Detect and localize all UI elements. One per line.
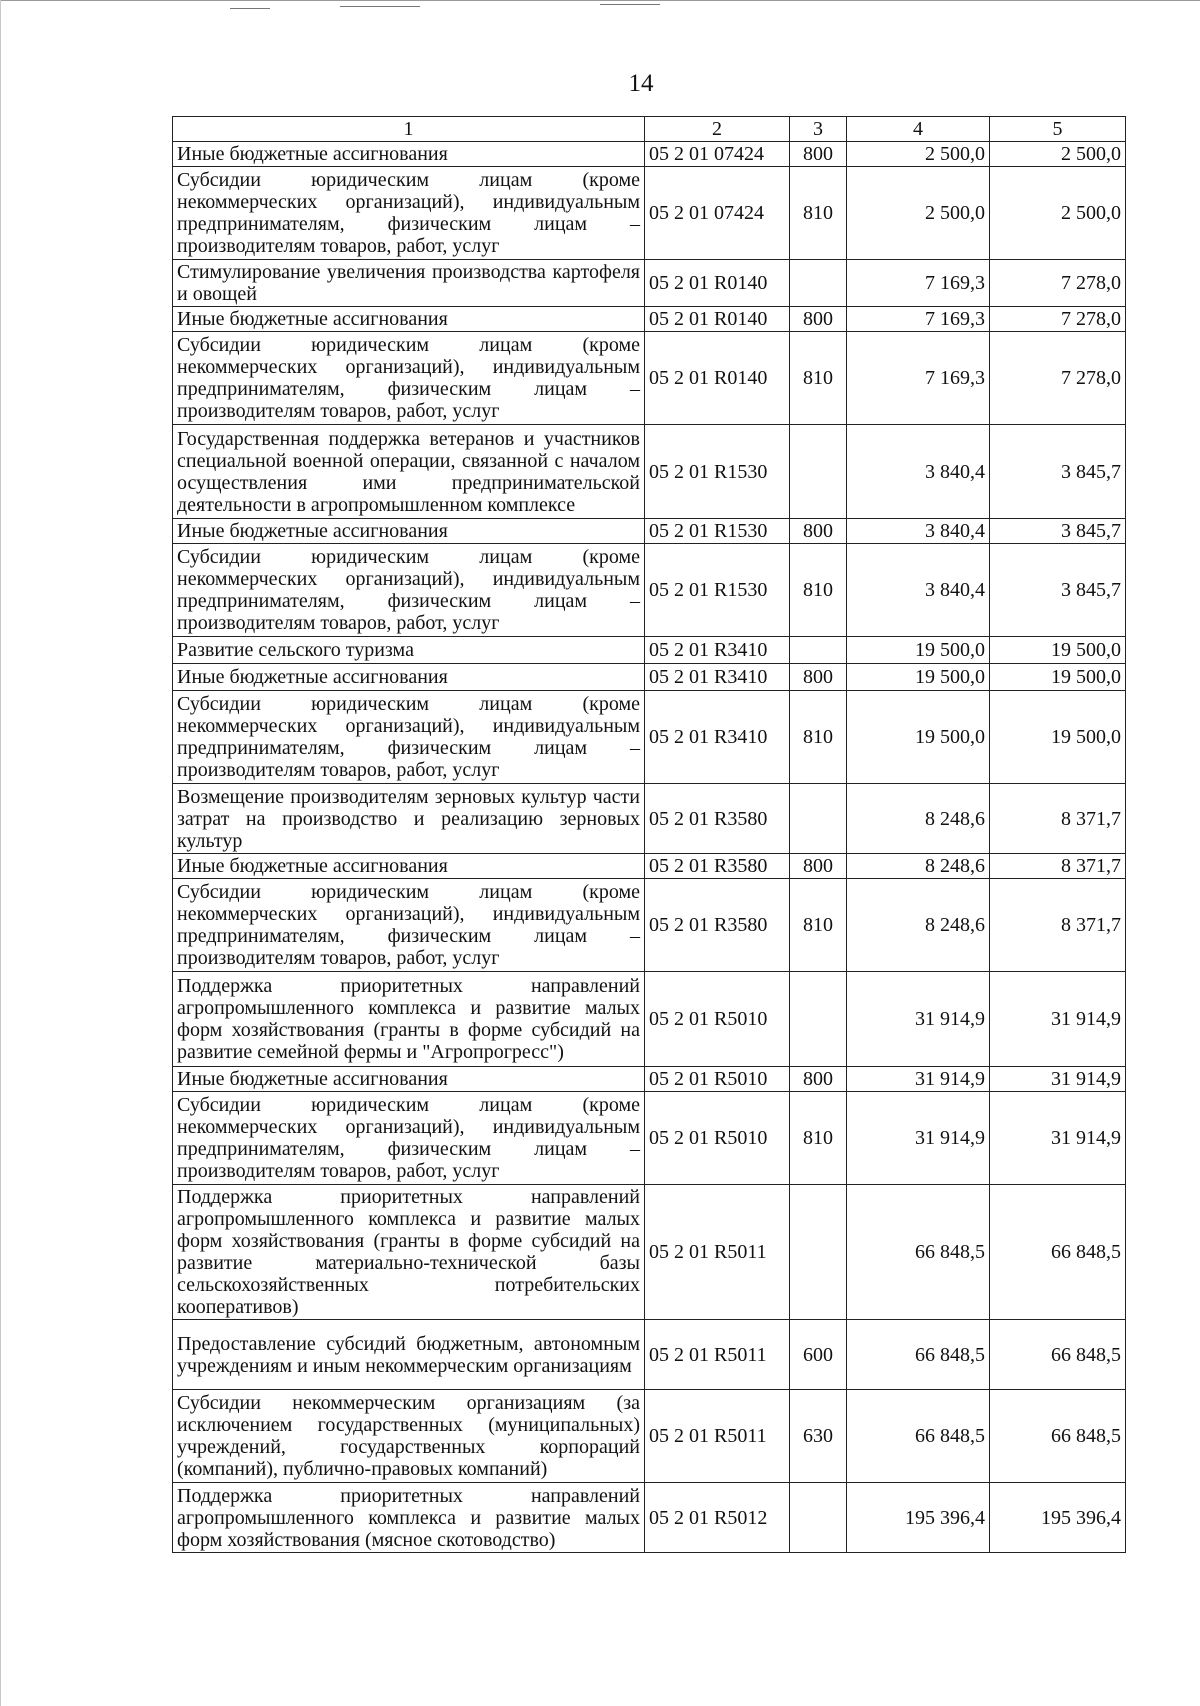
column-header: 3 xyxy=(790,117,847,142)
table-row xyxy=(173,664,1126,691)
column-header: 5 xyxy=(990,117,1126,142)
row-type-cell: 810 xyxy=(790,879,847,972)
row-value-2025-cell: 195 396,4 xyxy=(990,1483,1126,1553)
column-header: 1 xyxy=(173,117,645,142)
row-value-2024-cell: 7 169,3 xyxy=(847,260,990,307)
row-name-cell: Иные бюджетные ассигнования xyxy=(173,1067,645,1092)
row-name-cell: Поддержка приоритетных направлений агропромышленного комплекса и развитие малых форм хозяйствования (гранты в форме субсидий на развитие семейной фермы и "Агропрогресс") xyxy=(173,972,645,1067)
row-code-cell: 05 2 01 R0140 xyxy=(645,260,790,307)
row-value-2025-cell: 7 278,0 xyxy=(990,260,1126,307)
row-value-2024-cell: 66 848,5 xyxy=(847,1185,990,1320)
row-name-cell: Субсидии некоммерческим организациям (за исключением государственных (муниципальных) учреждений, государственных корпораций (компаний), публично-правовых компаний) xyxy=(173,1390,645,1483)
row-type-cell: 800 xyxy=(790,1067,847,1092)
row-value-2025-cell: 66 848,5 xyxy=(990,1390,1126,1483)
row-value-2024-cell: 8 248,6 xyxy=(847,784,990,854)
row-type-cell: 810 xyxy=(790,691,847,784)
row-type-cell: 810 xyxy=(790,544,847,637)
row-value-2025-cell: 8 371,7 xyxy=(990,854,1126,879)
row-value-2025-cell: 31 914,9 xyxy=(990,1092,1126,1185)
row-name-cell: Возмещение производителям зерновых культур части затрат на производство и реализацию зерновых культур xyxy=(173,784,645,854)
row-type-cell: 800 xyxy=(790,854,847,879)
row-type-cell: 800 xyxy=(790,142,847,167)
row-value-2024-cell: 19 500,0 xyxy=(847,637,990,664)
row-value-2025-cell: 2 500,0 xyxy=(990,142,1126,167)
table-row xyxy=(173,691,1126,784)
row-code-cell: 05 2 01 R5010 xyxy=(645,1092,790,1185)
row-value-2025-cell: 7 278,0 xyxy=(990,307,1126,332)
row-type-cell: 630 xyxy=(790,1390,847,1483)
row-type-cell xyxy=(790,1483,847,1553)
row-code-cell: 05 2 01 R3580 xyxy=(645,784,790,854)
row-code-cell: 05 2 01 R1530 xyxy=(645,519,790,544)
row-type-cell xyxy=(790,425,847,519)
row-value-2025-cell: 3 845,7 xyxy=(990,519,1126,544)
scan-edge-left xyxy=(0,0,1,1706)
row-name-cell: Субсидии юридическим лицам (кроме некоммерческих организаций), индивидуальным предпринимателям, физическим лицам – производителям товаров, работ, услуг xyxy=(173,332,645,425)
row-name-cell: Субсидии юридическим лицам (кроме некоммерческих организаций), индивидуальным предпринимателям, физическим лицам – производителям товаров, работ, услуг xyxy=(173,544,645,637)
row-code-cell: 05 2 01 R0140 xyxy=(645,307,790,332)
row-code-cell: 05 2 01 R5010 xyxy=(645,972,790,1067)
column-header: 4 xyxy=(847,117,990,142)
row-code-cell: 05 2 01 07424 xyxy=(645,142,790,167)
row-value-2024-cell: 195 396,4 xyxy=(847,1483,990,1553)
row-value-2025-cell: 8 371,7 xyxy=(990,879,1126,972)
table-row xyxy=(173,519,1126,544)
row-type-cell: 810 xyxy=(790,332,847,425)
row-type-cell: 810 xyxy=(790,167,847,260)
row-code-cell: 05 2 01 R5011 xyxy=(645,1320,790,1390)
row-code-cell: 05 2 01 R5011 xyxy=(645,1185,790,1320)
row-code-cell: 05 2 01 R3580 xyxy=(645,854,790,879)
table-row xyxy=(173,142,1126,167)
scan-edge-top xyxy=(0,0,1200,1)
row-value-2025-cell: 7 278,0 xyxy=(990,332,1126,425)
row-value-2024-cell: 19 500,0 xyxy=(847,664,990,691)
table-row xyxy=(173,784,1126,854)
row-value-2025-cell: 31 914,9 xyxy=(990,972,1126,1067)
row-code-cell: 05 2 01 R0140 xyxy=(645,332,790,425)
table-row xyxy=(173,167,1126,260)
table-row xyxy=(173,879,1126,972)
row-type-cell xyxy=(790,784,847,854)
row-name-cell: Иные бюджетные ассигнования xyxy=(173,519,645,544)
row-value-2024-cell: 66 848,5 xyxy=(847,1390,990,1483)
page-number: 14 xyxy=(628,70,654,97)
table-row xyxy=(173,972,1126,1067)
scan-mark xyxy=(340,6,420,7)
row-value-2024-cell: 3 840,4 xyxy=(847,544,990,637)
row-name-cell: Иные бюджетные ассигнования xyxy=(173,142,645,167)
table-row xyxy=(173,332,1126,425)
row-name-cell: Субсидии юридическим лицам (кроме некоммерческих организаций), индивидуальным предпринимателям, физическим лицам – производителям товаров, работ, услуг xyxy=(173,691,645,784)
row-name-cell: Субсидии юридическим лицам (кроме некоммерческих организаций), индивидуальным предпринимателям, физическим лицам – производителям товаров, работ, услуг xyxy=(173,1092,645,1185)
row-value-2025-cell: 3 845,7 xyxy=(990,425,1126,519)
row-type-cell xyxy=(790,260,847,307)
row-name-cell: Субсидии юридическим лицам (кроме некоммерческих организаций), индивидуальным предпринимателям, физическим лицам – производителям товаров, работ, услуг xyxy=(173,879,645,972)
row-type-cell: 800 xyxy=(790,664,847,691)
table-row xyxy=(173,1483,1126,1553)
row-name-cell: Иные бюджетные ассигнования xyxy=(173,854,645,879)
row-code-cell: 05 2 01 R1530 xyxy=(645,425,790,519)
row-value-2024-cell: 31 914,9 xyxy=(847,1092,990,1185)
scan-mark xyxy=(600,4,660,5)
row-type-cell: 600 xyxy=(790,1320,847,1390)
row-value-2024-cell: 8 248,6 xyxy=(847,879,990,972)
table-row xyxy=(173,307,1126,332)
row-name-cell: Поддержка приоритетных направлений агропромышленного комплекса и развитие малых форм хозяйствования (гранты в форме субсидий на развитие материально-технической базы сельскохозяйственных потребительских кооперативов) xyxy=(173,1185,645,1320)
row-value-2024-cell: 7 169,3 xyxy=(847,307,990,332)
row-code-cell: 05 2 01 R1530 xyxy=(645,544,790,637)
column-header: 2 xyxy=(645,117,790,142)
row-type-cell: 800 xyxy=(790,519,847,544)
row-type-cell xyxy=(790,972,847,1067)
table-row xyxy=(173,425,1126,519)
row-value-2025-cell: 31 914,9 xyxy=(990,1067,1126,1092)
row-value-2024-cell: 7 169,3 xyxy=(847,332,990,425)
row-value-2024-cell: 2 500,0 xyxy=(847,142,990,167)
row-value-2025-cell: 19 500,0 xyxy=(990,691,1126,784)
table-row xyxy=(173,637,1126,664)
row-value-2025-cell: 66 848,5 xyxy=(990,1185,1126,1320)
row-value-2025-cell: 2 500,0 xyxy=(990,167,1126,260)
table-row xyxy=(173,1067,1126,1092)
row-type-cell xyxy=(790,637,847,664)
row-name-cell: Иные бюджетные ассигнования xyxy=(173,307,645,332)
row-value-2025-cell: 19 500,0 xyxy=(990,637,1126,664)
row-value-2025-cell: 19 500,0 xyxy=(990,664,1126,691)
row-name-cell: Иные бюджетные ассигнования xyxy=(173,664,645,691)
row-value-2025-cell: 66 848,5 xyxy=(990,1320,1126,1390)
table-row xyxy=(173,1320,1126,1390)
table-row xyxy=(173,854,1126,879)
row-type-cell: 800 xyxy=(790,307,847,332)
row-value-2024-cell: 31 914,9 xyxy=(847,1067,990,1092)
budget-table xyxy=(172,116,1126,1553)
row-value-2025-cell: 3 845,7 xyxy=(990,544,1126,637)
row-code-cell: 05 2 01 07424 xyxy=(645,167,790,260)
row-name-cell: Стимулирование увеличения производства картофеля и овощей xyxy=(173,260,645,307)
row-code-cell: 05 2 01 R3410 xyxy=(645,637,790,664)
row-code-cell: 05 2 01 R5011 xyxy=(645,1390,790,1483)
table-row xyxy=(173,544,1126,637)
row-code-cell: 05 2 01 R3580 xyxy=(645,879,790,972)
table-header-row xyxy=(173,117,1126,142)
row-name-cell: Предоставление субсидий бюджетным, автономным учреждениям и иным некоммерческим организациям xyxy=(173,1320,645,1390)
row-value-2024-cell: 66 848,5 xyxy=(847,1320,990,1390)
row-value-2024-cell: 2 500,0 xyxy=(847,167,990,260)
row-type-cell xyxy=(790,1185,847,1320)
table-row xyxy=(173,260,1126,307)
row-name-cell: Государственная поддержка ветеранов и участников специальной военной операции, связанной с началом осуществления ими предпринимательской деятельности в агропромышленном комплексе xyxy=(173,425,645,519)
row-value-2024-cell: 8 248,6 xyxy=(847,854,990,879)
row-code-cell: 05 2 01 R5012 xyxy=(645,1483,790,1553)
row-value-2024-cell: 3 840,4 xyxy=(847,425,990,519)
table-row xyxy=(173,1390,1126,1483)
row-name-cell: Субсидии юридическим лицам (кроме некоммерческих организаций), индивидуальным предпринимателям, физическим лицам – производителям товаров, работ, услуг xyxy=(173,167,645,260)
row-value-2024-cell: 31 914,9 xyxy=(847,972,990,1067)
table-row xyxy=(173,1092,1126,1185)
row-value-2024-cell: 19 500,0 xyxy=(847,691,990,784)
row-name-cell: Поддержка приоритетных направлений агропромышленного комплекса и развитие малых форм хозяйствования (мясное скотоводство) xyxy=(173,1483,645,1553)
scan-mark xyxy=(230,8,270,9)
row-type-cell: 810 xyxy=(790,1092,847,1185)
row-value-2025-cell: 8 371,7 xyxy=(990,784,1126,854)
row-code-cell: 05 2 01 R5010 xyxy=(645,1067,790,1092)
row-name-cell: Развитие сельского туризма xyxy=(173,637,645,664)
row-value-2024-cell: 3 840,4 xyxy=(847,519,990,544)
table-row xyxy=(173,1185,1126,1320)
row-code-cell: 05 2 01 R3410 xyxy=(645,691,790,784)
row-code-cell: 05 2 01 R3410 xyxy=(645,664,790,691)
